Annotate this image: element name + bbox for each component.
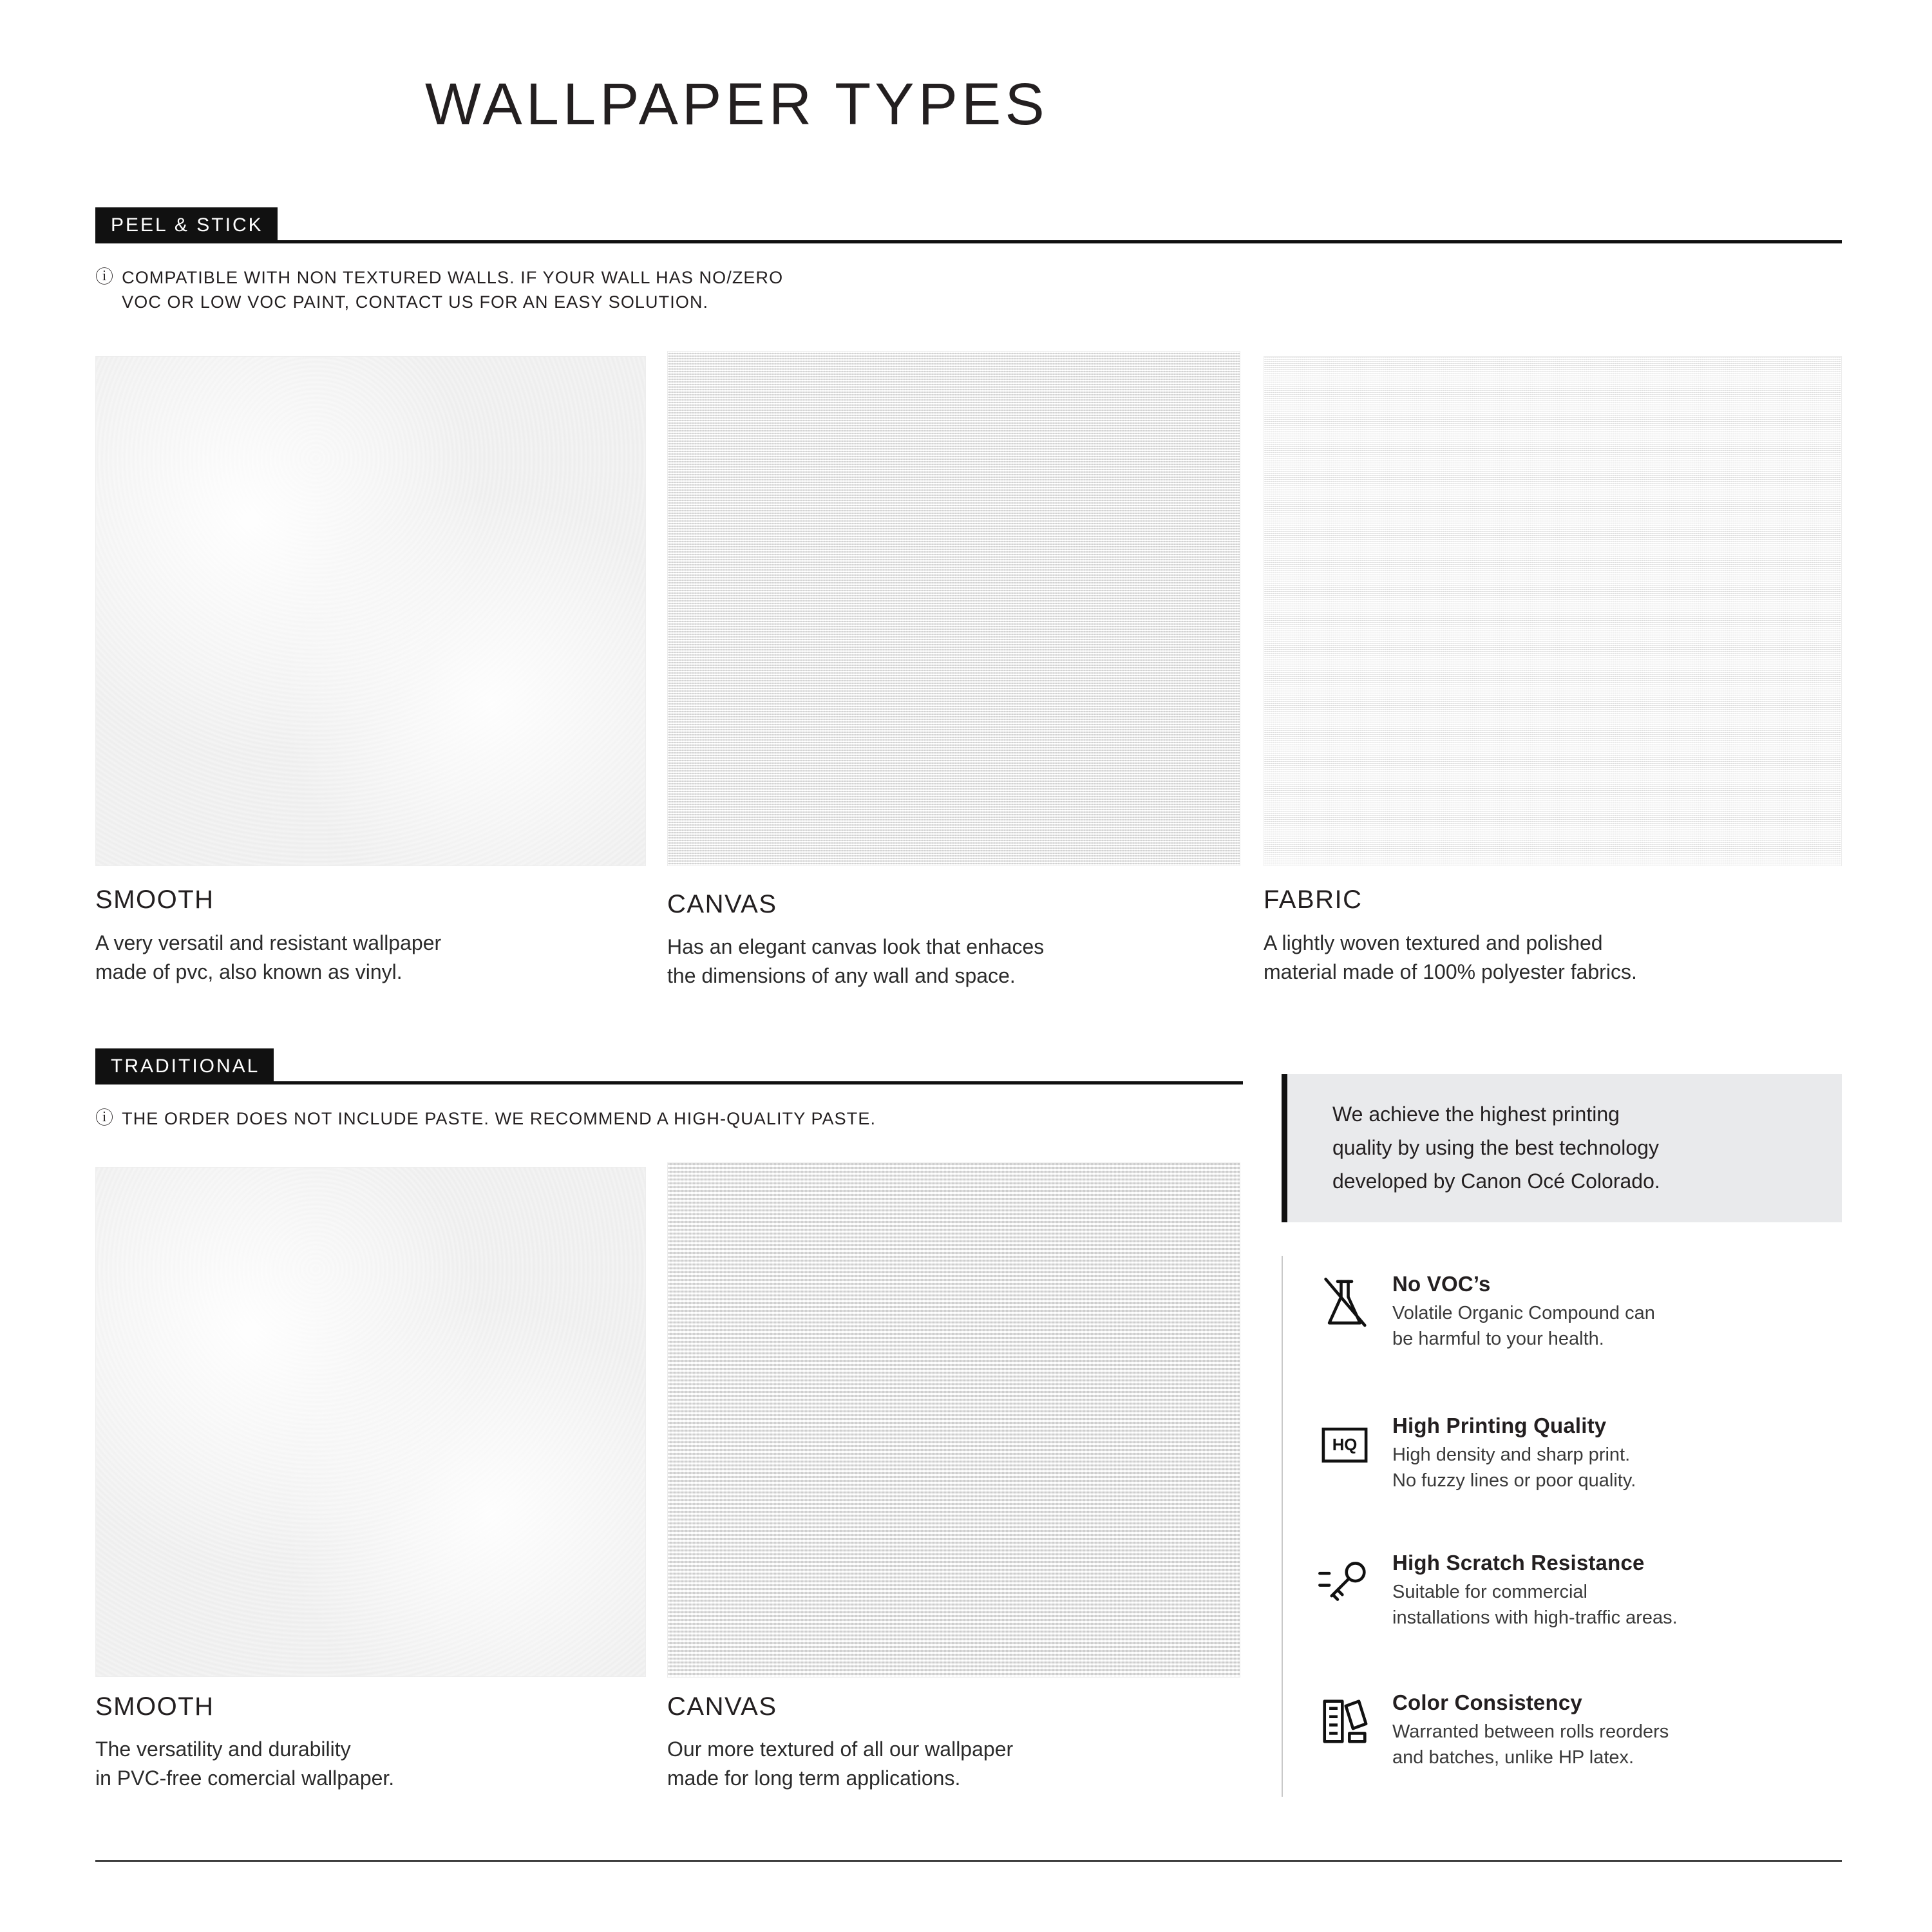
feature-body-line-1: High density and sharp print.	[1392, 1444, 1631, 1465]
section-header-peel-stick	[95, 207, 1842, 243]
swatch-peel-stick-smooth	[95, 356, 646, 866]
feature-body-line-2: installations with high-traffic areas.	[1392, 1607, 1678, 1629]
feature-color-consistency	[1314, 1690, 1842, 1770]
swatch-traditional-smooth	[95, 1167, 646, 1677]
bottom-divider	[95, 1860, 1842, 1862]
caption-line-1: The versatility and durability	[95, 1738, 351, 1761]
caption-line-2: made of pvc, also known as vinyl.	[95, 960, 402, 984]
feature-body	[1392, 1300, 1655, 1352]
caption-body-canvas-peel	[667, 933, 1234, 991]
caption-line-1: Has an elegant canvas look that enhaces	[667, 935, 1045, 958]
feature-heading: Color Consistency	[1392, 1690, 1582, 1714]
feature-body-line-1: Warranted between rolls reorders	[1392, 1721, 1669, 1742]
caption-line-2: made for long term applications.	[667, 1766, 961, 1790]
swatch-peel-stick-fabric	[1264, 356, 1842, 866]
caption-body-fabric-peel	[1264, 929, 1843, 987]
section-rule	[278, 207, 1842, 243]
notice-peel-stick	[95, 265, 1319, 315]
feature-body-line-2: be harmful to your health.	[1392, 1329, 1604, 1350]
section-header-traditional	[95, 1048, 1243, 1084]
quote-text	[1287, 1098, 1686, 1198]
svg-text:HQ: HQ	[1332, 1436, 1358, 1455]
caption-title-smooth-traditional: SMOOTH	[95, 1692, 214, 1721]
notice-traditional	[95, 1106, 1229, 1131]
swatch-peel-stick-canvas	[667, 351, 1240, 866]
quote-line-2: quality by using the best technology	[1332, 1136, 1659, 1160]
quote-line-1: We achieve the highest printing	[1332, 1103, 1620, 1126]
quote-accent-bar	[1282, 1074, 1287, 1222]
caption-line-1: Our more textured of all our wallpaper	[667, 1738, 1014, 1761]
feature-high-scratch-resistance	[1314, 1551, 1842, 1631]
feature-body-line-1: Volatile Organic Compound can	[1392, 1303, 1655, 1323]
feature-body-line-1: Suitable for commercial	[1392, 1582, 1587, 1602]
info-icon: ⓘ	[95, 267, 115, 287]
caption-title-canvas-peel: CANVAS	[667, 890, 777, 918]
feature-body	[1392, 1579, 1678, 1631]
feature-text	[1392, 1414, 1636, 1493]
caption-line-1: A very versatil and resistant wallpaper	[95, 931, 442, 954]
caption-title-smooth-peel: SMOOTH	[95, 886, 214, 914]
quote-box	[1287, 1074, 1842, 1222]
section-tag-traditional: TRADITIONAL	[95, 1048, 274, 1084]
swatch-traditional-canvas	[667, 1162, 1240, 1678]
caption-body-smooth-peel	[95, 929, 636, 987]
caption-line-2: material made of 100% polyester fabrics.	[1264, 960, 1637, 984]
section-tag-peel-stick: PEEL & STICK	[95, 207, 278, 243]
feature-heading: No VOC’s	[1392, 1272, 1491, 1296]
info-icon: ⓘ	[95, 1108, 115, 1128]
notice-line-1: COMPATIBLE WITH NON TEXTURED WALLS. IF YOUR WALL HAS NO/ZERO	[122, 268, 784, 287]
caption-body-canvas-traditional	[667, 1735, 1234, 1794]
feature-text	[1392, 1272, 1655, 1352]
no-voc-flask-icon	[1314, 1272, 1376, 1334]
feature-high-printing-quality	[1314, 1414, 1842, 1493]
feature-body-line-2: No fuzzy lines or poor quality.	[1392, 1470, 1636, 1492]
notice-line-2: VOC OR LOW VOC PAINT, CONTACT US FOR AN EASY SOLUTION.	[122, 292, 709, 312]
feature-heading: High Scratch Resistance	[1392, 1551, 1645, 1575]
quote-line-3: developed by Canon Océ Colorado.	[1332, 1169, 1660, 1193]
notice-line-1: THE ORDER DOES NOT INCLUDE PASTE. WE RECOMMEND A HIGH-QUALITY PASTE.	[122, 1109, 876, 1128]
feature-no-voc	[1314, 1272, 1842, 1352]
caption-line-2: in PVC-free comercial wallpaper.	[95, 1766, 395, 1790]
caption-line-2: the dimensions of any wall and space.	[667, 964, 1016, 988]
caption-body-smooth-traditional	[95, 1735, 636, 1794]
color-consistency-swatch-icon	[1314, 1690, 1376, 1752]
features-divider	[1282, 1256, 1283, 1797]
feature-body-line-2: and batches, unlike HP latex.	[1392, 1747, 1634, 1768]
page-title: WALLPAPER TYPES	[425, 71, 1048, 137]
scratch-resistance-key-icon	[1314, 1551, 1376, 1613]
section-rule	[274, 1048, 1243, 1084]
caption-title-fabric-peel: FABRIC	[1264, 886, 1363, 914]
feature-text	[1392, 1551, 1678, 1631]
caption-line-1: A lightly woven textured and polished	[1264, 931, 1603, 954]
feature-heading: High Printing Quality	[1392, 1414, 1607, 1437]
feature-body	[1392, 1719, 1669, 1770]
caption-title-canvas-traditional: CANVAS	[667, 1692, 777, 1721]
high-quality-hq-icon	[1314, 1414, 1376, 1475]
feature-body	[1392, 1442, 1636, 1493]
feature-text	[1392, 1690, 1669, 1770]
